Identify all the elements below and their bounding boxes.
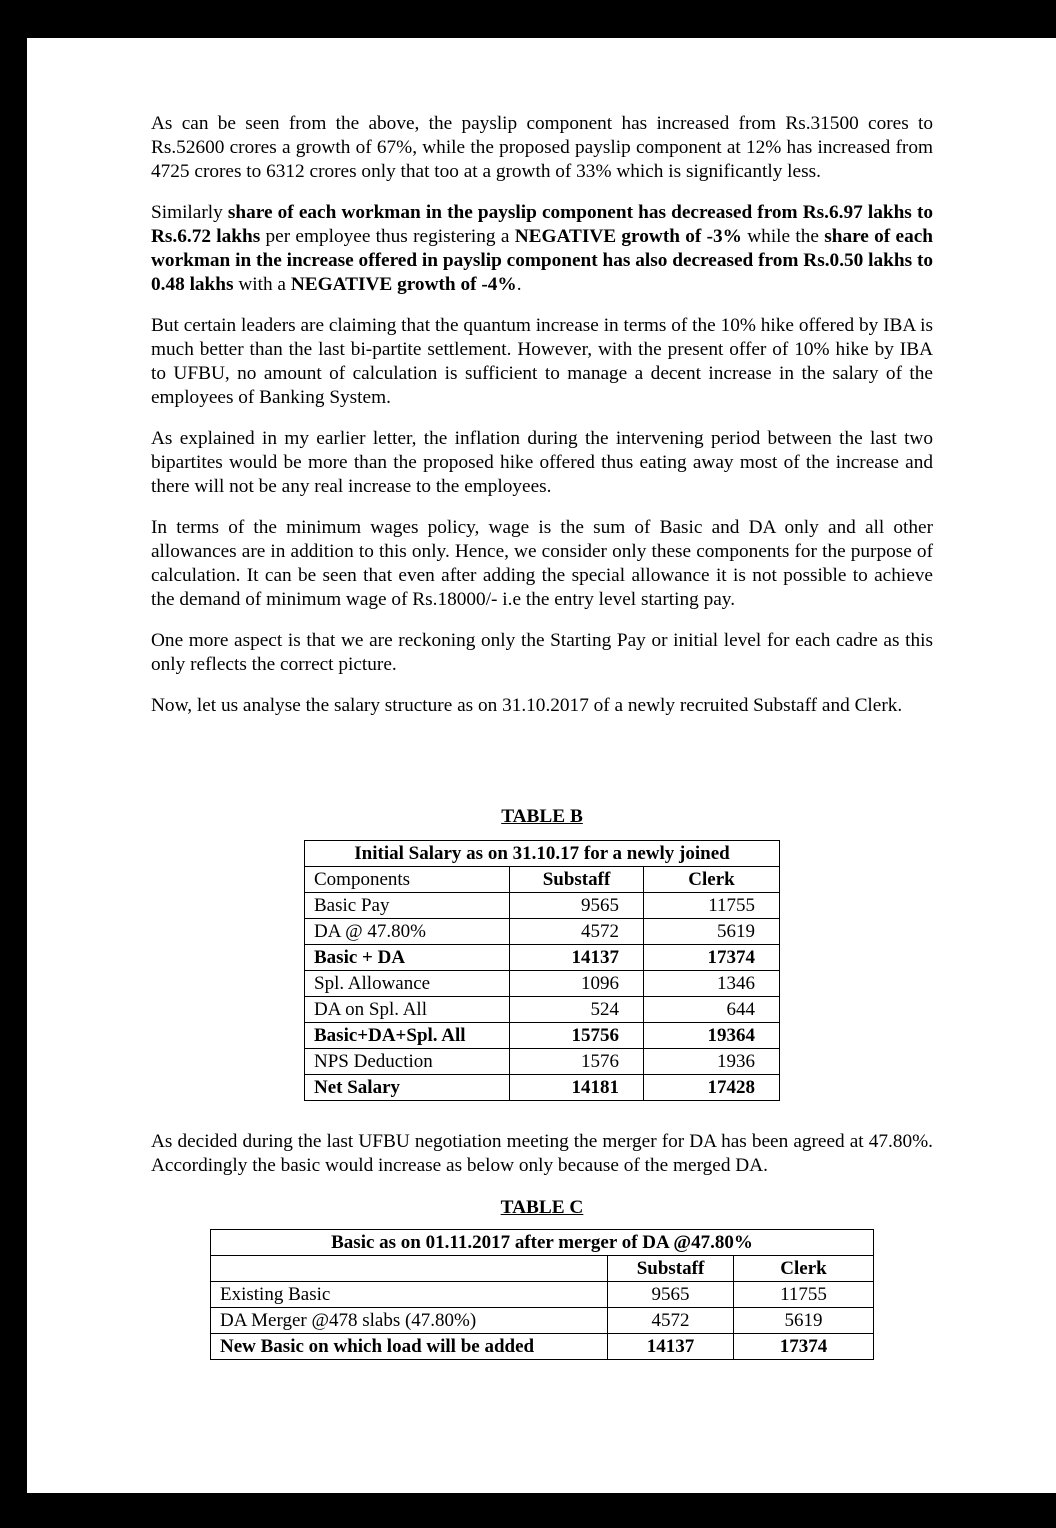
table-row xyxy=(305,1023,780,1049)
table-row xyxy=(211,1282,874,1308)
paragraph xyxy=(151,629,933,677)
table-row xyxy=(211,1308,874,1334)
table-row xyxy=(305,945,780,971)
cell-value: 17374 xyxy=(644,945,780,971)
text: per employee thus registering a xyxy=(260,226,515,247)
text: with a xyxy=(233,274,291,295)
column-header: Clerk xyxy=(644,867,780,893)
column-header: Substaff xyxy=(608,1256,734,1282)
table-title: Basic as on 01.11.2017 after merger of DA @47.80% xyxy=(211,1230,874,1256)
cell-value: 5619 xyxy=(734,1308,874,1334)
cell-value: 1936 xyxy=(644,1049,780,1075)
text: In terms of the minimum wages policy, wage is the sum of Basic and DA only and all other allowances are in addition to this only. Hence, we consider only these components for the purpose of calculation. It can be seen that even after adding the special allowance it is not possible to achieve the demand of minimum wage of Rs.18000/- i.e the entry level starting pay. xyxy=(151,517,933,610)
document-page xyxy=(27,38,1056,1493)
table-b-caption: TABLE B xyxy=(501,806,583,827)
bold-text: share of each workman in the payslip component has decreased from Rs.6.97 lakhs to Rs.6.72 lakhs xyxy=(151,202,934,247)
bold-text: NEGATIVE growth of -4% xyxy=(290,274,517,295)
paragraph xyxy=(151,694,933,718)
bold-text: NEGATIVE growth of -3% xyxy=(514,226,742,247)
cell-value: 9565 xyxy=(608,1282,734,1308)
cell-value: 17374 xyxy=(734,1334,874,1360)
table-c-caption: TABLE C xyxy=(500,1197,584,1218)
row-label: DA on Spl. All xyxy=(305,997,510,1023)
table-row xyxy=(211,1334,874,1360)
row-label: Basic+DA+Spl. All xyxy=(305,1023,510,1049)
row-label: Existing Basic xyxy=(211,1282,608,1308)
table-title: Initial Salary as on 31.10.17 for a newly joined xyxy=(305,841,780,867)
row-label: DA @ 47.80% xyxy=(305,919,510,945)
column-header: Substaff xyxy=(510,867,644,893)
cell-value: 9565 xyxy=(510,893,644,919)
text: Now, let us analyse the salary structure as on 31.10.2017 of a newly recruited Substaff and Clerk. xyxy=(151,695,903,716)
text: As can be seen from the above, the payslip component has increased from Rs.31500 cores to Rs.52600 crores a growth of 67%, while the proposed payslip component at 12% has increased from 4725 crores to 6312 crores only that too at a growth of 33% which is significantly less. xyxy=(151,113,933,182)
cell-value: 17428 xyxy=(644,1075,780,1101)
table-row xyxy=(305,893,780,919)
text: As explained in my earlier letter, the inflation during the intervening period between the last two bipartites would be more than the proposed hike offered thus eating away most of the increase and there will not be any real increase to the employees. xyxy=(151,428,933,497)
cell-value: 14137 xyxy=(510,945,644,971)
cell-value: 1576 xyxy=(510,1049,644,1075)
column-header xyxy=(211,1256,608,1282)
cell-value: 1096 xyxy=(510,971,644,997)
cell-value: 5619 xyxy=(644,919,780,945)
paragraph xyxy=(151,516,933,612)
text: Similarly xyxy=(151,202,228,223)
cell-value: 19364 xyxy=(644,1023,780,1049)
text: while the xyxy=(741,226,825,247)
cell-value: 11755 xyxy=(734,1282,874,1308)
table-row xyxy=(305,1075,780,1101)
paragraph xyxy=(151,427,933,499)
cell-value: 644 xyxy=(644,997,780,1023)
table-b xyxy=(304,840,780,1101)
cell-value: 4572 xyxy=(608,1308,734,1334)
paragraph xyxy=(151,112,933,184)
table-row xyxy=(305,919,780,945)
cell-value: 11755 xyxy=(644,893,780,919)
row-label: New Basic on which load will be added xyxy=(211,1334,608,1360)
row-label: Basic Pay xyxy=(305,893,510,919)
paragraph xyxy=(151,201,933,297)
body-text xyxy=(151,112,933,735)
text: . xyxy=(516,274,522,295)
row-label: NPS Deduction xyxy=(305,1049,510,1075)
text: One more aspect is that we are reckoning only the Starting Pay or initial level for each cadre as this only reflects the correct picture. xyxy=(151,630,933,675)
paragraph: As decided during the last UFBU negotiation meeting the merger for DA has been agreed at 47.80%. Accordingly the basic would increase as below only because of the merged DA. xyxy=(151,1131,933,1176)
row-label: DA Merger @478 slabs (47.80%) xyxy=(211,1308,608,1334)
text: But certain leaders are claiming that the quantum increase in terms of the 10% hike offered by IBA is much better than the last bi-partite settlement. However, with the present offer of 10% hike by IBA to UFBU, no amount of calculation is sufficient to manage a decent increase in the salary of the employees of Banking System. xyxy=(151,315,933,408)
row-label: Spl. Allowance xyxy=(305,971,510,997)
cell-value: 15756 xyxy=(510,1023,644,1049)
table-c xyxy=(210,1229,874,1360)
cell-value: 14181 xyxy=(510,1075,644,1101)
table-row xyxy=(305,971,780,997)
column-header: Clerk xyxy=(734,1256,874,1282)
bold-text: share of each workman in the increase offered in payslip component has also decreased from Rs.0.50 lakhs to 0.48 lakhs xyxy=(151,226,933,295)
cell-value: 14137 xyxy=(608,1334,734,1360)
table-row xyxy=(305,1049,780,1075)
row-label: Net Salary xyxy=(305,1075,510,1101)
table-row xyxy=(305,997,780,1023)
cell-value: 524 xyxy=(510,997,644,1023)
cell-value: 4572 xyxy=(510,919,644,945)
paragraph xyxy=(151,314,933,410)
row-label: Basic + DA xyxy=(305,945,510,971)
cell-value: 1346 xyxy=(644,971,780,997)
column-header: Components xyxy=(305,867,510,893)
